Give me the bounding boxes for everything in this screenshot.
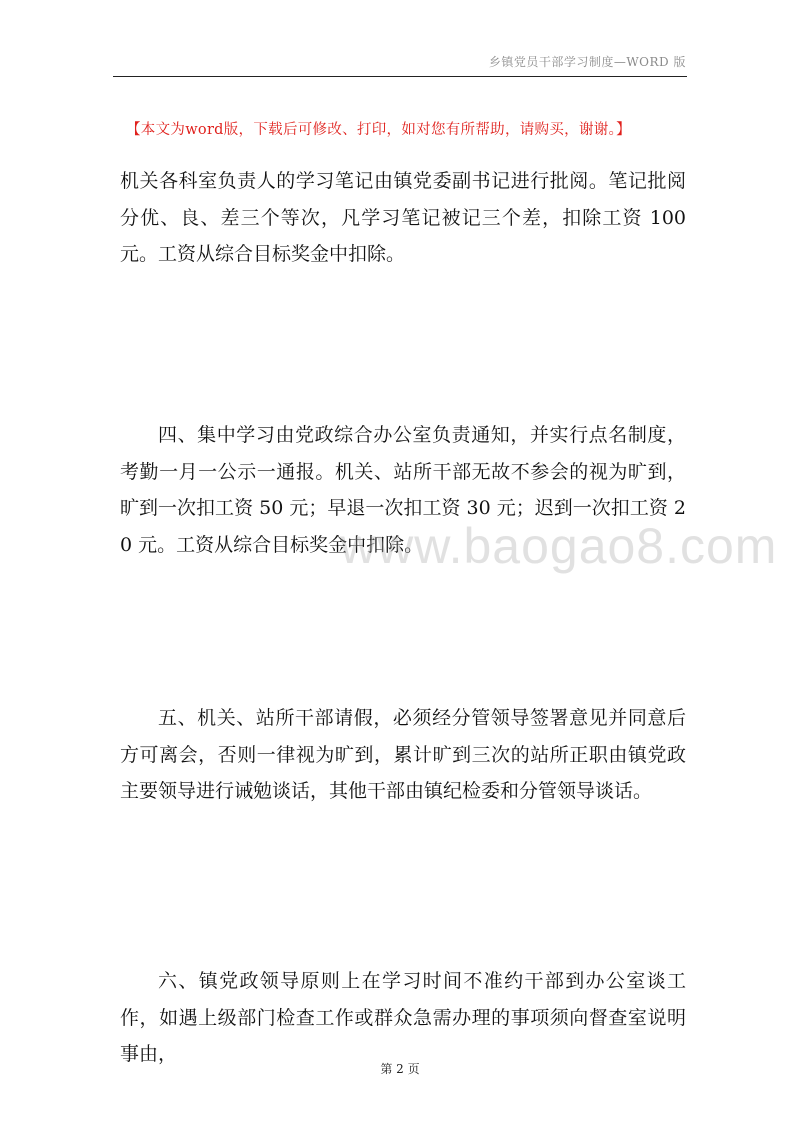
- page-number: 第 2 页: [380, 1062, 420, 1076]
- download-notice: 【本文为word版，下载后可修改、打印，如对您有所帮助，请购买，谢谢。】: [126, 122, 631, 138]
- paragraph-item-four: 四、集中学习由党政综合办公室负责通知，并实行点名制度，考勤一月一公示一通报。机关、站所干部无故不参会的视为旷到，旷到一次扣工资 50 元；早退一次扣工资 30 元；迟到一次扣工资 20 元。工资从综合目标奖金中扣除。: [120, 424, 686, 556]
- paragraph-item-five: 五、机关、站所干部请假，必须经分管领导签署意见并同意后方可离会，否则一律视为旷到，累计旷到三次的站所正职由镇党政主要领导进行诫勉谈话，其他干部由镇纪检委和分管领导谈话。: [120, 707, 686, 802]
- header-divider: [113, 76, 687, 77]
- paragraph-notes-review: 机关各科室负责人的学习笔记由镇党委副书记进行批阅。笔记批阅分优、良、差三个等次，凡学习笔记被记三个差，扣除工资 100 元。工资从综合目标奖金中扣除。: [120, 170, 686, 265]
- header-doc-title: 乡镇党员干部学习制度—WORD 版: [488, 55, 686, 69]
- paragraph-item-six: 六、镇党政领导原则上在学习时间不准约干部到办公室谈工作，如遇上级部门检查工作或群众急需办理的事项须向督查室说明事由，: [120, 970, 686, 1065]
- watermark: www.baogao8.com: [340, 518, 778, 574]
